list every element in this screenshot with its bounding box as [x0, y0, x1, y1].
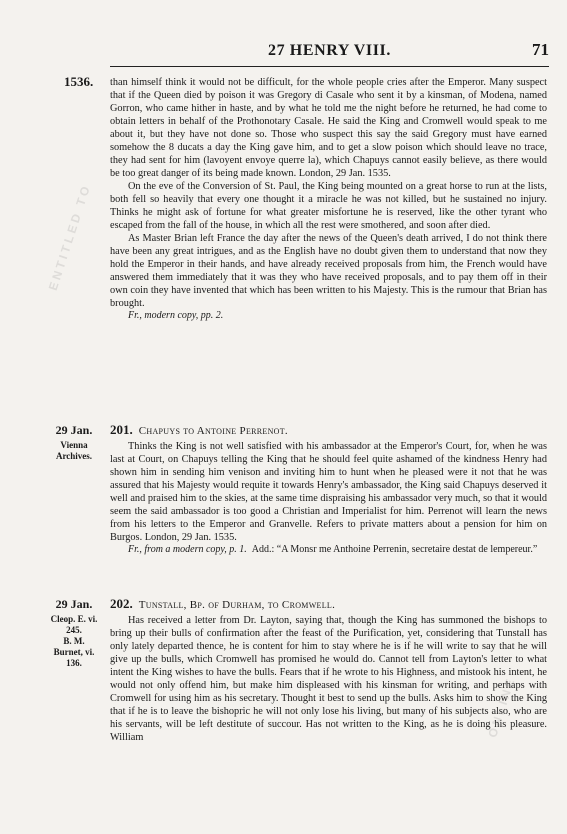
paragraph: than himself think it would not be difficult, for the whole people cries after the Emperor. Many suspect that if the Queen died by poison it was Gregory di Casale who sent it by a kinsman, of Modena, named Gorron, who came hither in haste, and by what he told me the night before he returned, he had come to obtain letters in behalf of the Prothonotary Casale. He said the King and Cromwell would speak to me about it, but they have not done so. Those who suspect this say the said Gregory must have earned somehow the 8 ducats a day the King gave him, and to get a slow poison which should leave no trace, they had sent for him (lavoyent envoye querre la), which Chapuys cannot easily believe, as there would be too great danger of its being made known. London, 29 Jan. 1535. — [110, 77, 547, 179]
margin-ref: Burnet, vi. — [53, 647, 95, 657]
watermark-text: ENTITLED TO — [45, 181, 94, 293]
margin-ref: 136. — [66, 658, 82, 668]
paragraph: Has received a letter from Dr. Layton, saying that, though the King has summoned the bishops to bring up their bulls of confirmation after the feast of the Purification, yet, considering that Tunstall has only lately departed thence, he is content for him to stay where he is if he will write to say that he will give up the bulls, which Cromwell has promised he would do. Cannot tell from Layton's letter to what intent the King wishes to have the bulls. Fears that if he wrote to his Highness, and mistook his intent, he would not only offend him, but make him displeased with his kinsman for writing, and perhaps with Cromwell for using him as his secretary. Thought it best to send up the bulls. Asks him to show the King that if he is to leave the bishopric he will not only lose his living, but many of his subjects also, who are his servants, will be left destitute of succour. Has not written to the King, as he is doing his pleasure. William — [110, 615, 547, 743]
entry-number: 202. — [110, 596, 133, 611]
margin-date: 29 Jan. — [55, 423, 93, 437]
watermark-text: ONLINE — [485, 674, 519, 740]
paragraph: As Master Brian left France the day after the news of the Queen's death arrived, I do not think there have been any great intrigues, and as the English have no doubt given them to understand that now they hold the Emperor in their hands, and have already received proposals from him, the French would have answered them immediately that it was they who have received proposals, and to pay them off in their own coin they have invented that which has been written to his Majesty. This is the rumour that Brian has brought. — [110, 233, 547, 309]
page-number: 71 — [532, 40, 549, 59]
entry-202-margin — [44, 597, 104, 669]
margin-ref: B. M. — [63, 636, 85, 646]
entry-202-heading — [110, 597, 547, 612]
entry-201-text — [110, 440, 547, 556]
paragraph: Thinks the King is not well satisfied with his ambassador at the Emperor's Court, for, when he was last at Court, on Chapuys telling the King that he should feel quite ashamed of the kindness Henry had shown him in sending him venison and inviting him to hunt when he pleased were it not that he was assured that his Majesty would requite it towards Henry's ambassador, the King said Chapuys deserved it well and praised him to the skies, at the same time dispraising his ambassador very much, so that it would seem the said ambassador is too good a Christian and Imperialist for him. Perrenot will learn the news from his letters to the Emperor and Granvelle. Refers to private matters about a pension for him on Burgos. London, 29 Jan. 1535. — [110, 441, 547, 543]
page-header — [110, 38, 549, 67]
paragraph: On the eve of the Conversion of St. Paul, the King being mounted on a great horse to run at the lists, both fell so heavily that every one thought it a miracle he was not killed, but he sustained no injury. Thinks he might ask of fortune for what greater misfortune he is reserved, like the other tyrant who escaped from the fall of the house, in which all the rest were smothered, and soon after died. — [110, 181, 547, 231]
entry-201-margin — [44, 423, 104, 462]
running-title: 27 HENRY VIII. — [268, 42, 391, 59]
margin-ref: 245. — [66, 625, 82, 635]
source-note: Fr., from a modern copy, p. 1. Add.: “A Monsr me Anthoine Perrenin, secretaire destat de lempereur.” — [128, 544, 538, 555]
entry-number: 201. — [110, 422, 133, 437]
entry-201-heading — [110, 423, 547, 438]
margin-ref: Vienna — [60, 440, 88, 450]
entry-202-text — [110, 614, 547, 744]
entry-title: Tunstall, Bp. of Durham, to Cromwell. — [138, 599, 336, 611]
margin-date: 29 Jan. — [55, 597, 93, 611]
margin-year: 1536. — [64, 74, 94, 89]
entry-title: Chapuys to Antoine Perrenot. — [138, 425, 288, 437]
margin-ref: Cleop. E. vi. — [50, 614, 98, 624]
continuation-text — [110, 76, 547, 322]
margin-ref: Archives. — [55, 451, 93, 461]
source-note: Fr., modern copy, pp. 2. — [128, 310, 224, 321]
